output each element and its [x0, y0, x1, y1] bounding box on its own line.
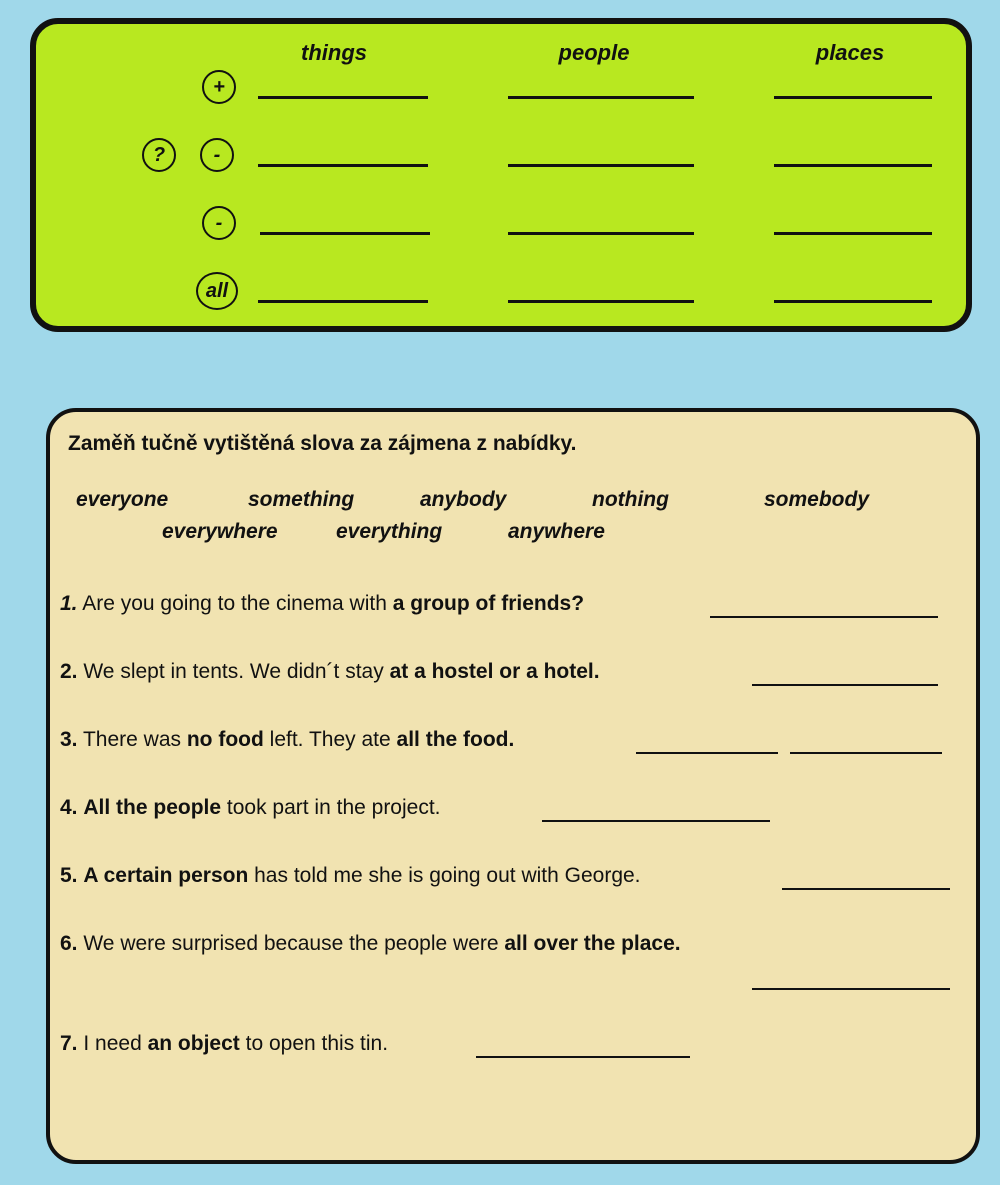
sentence-6: 6. We were surprised because the people were all over the place.	[60, 932, 681, 955]
sentence-7: 7. I need an object to open this tin.	[60, 1032, 389, 1055]
word-anybody: anybody	[420, 488, 507, 511]
word-everyone: everyone	[76, 488, 169, 511]
blank-things-question[interactable]	[258, 164, 428, 167]
word-something: something	[248, 488, 355, 511]
answer-line-3a[interactable]	[636, 752, 778, 754]
answer-line-6[interactable]	[752, 988, 950, 990]
header-things: things	[301, 40, 367, 65]
blank-things-all[interactable]	[258, 300, 428, 303]
answer-line-2[interactable]	[752, 684, 938, 686]
sentence-5: 5. A certain person has told me she is going out with George.	[60, 864, 641, 887]
word-everywhere: everywhere	[162, 520, 278, 543]
sentence-1: 1. Are you going to the cinema with a group of friends?	[60, 592, 585, 615]
answer-line-4[interactable]	[542, 820, 770, 822]
blank-places-question[interactable]	[774, 164, 932, 167]
pronoun-chart	[30, 18, 972, 332]
blank-people-plus[interactable]	[508, 96, 694, 99]
all-symbol: all	[196, 272, 238, 310]
blank-places-plus[interactable]	[774, 96, 932, 99]
blank-people-question[interactable]	[508, 164, 694, 167]
answer-line-7[interactable]	[476, 1056, 690, 1058]
header-places: places	[815, 40, 885, 65]
word-everything: everything	[336, 520, 443, 543]
instruction-text: Zaměň tučně vytištěná slova za zájmena z nabídky.	[68, 432, 577, 455]
word-nothing: nothing	[592, 488, 669, 511]
blank-people-minus[interactable]	[508, 232, 694, 235]
sentence-3: 3. There was no food left. They ate all the food.	[60, 728, 515, 751]
question-symbol: ?	[142, 138, 176, 172]
blank-people-all[interactable]	[508, 300, 694, 303]
sentence-2: 2. We slept in tents. We didn´t stay at a hostel or a hotel.	[60, 660, 600, 683]
blank-places-all[interactable]	[774, 300, 932, 303]
word-somebody: somebody	[764, 488, 870, 511]
blank-things-plus[interactable]	[258, 96, 428, 99]
minus-symbol-1: -	[200, 138, 234, 172]
answer-line-3b[interactable]	[790, 752, 942, 754]
answer-line-5[interactable]	[782, 888, 950, 890]
blank-things-minus[interactable]	[260, 232, 430, 235]
header-people: people	[558, 40, 630, 65]
minus-symbol-2: -	[202, 206, 236, 240]
exercise-panel	[46, 408, 980, 1164]
sentence-4: 4. All the people took part in the project.	[60, 796, 441, 819]
plus-symbol: +	[202, 70, 236, 104]
answer-line-1[interactable]	[710, 616, 938, 618]
blank-places-minus[interactable]	[774, 232, 932, 235]
word-anywhere: anywhere	[508, 520, 605, 543]
